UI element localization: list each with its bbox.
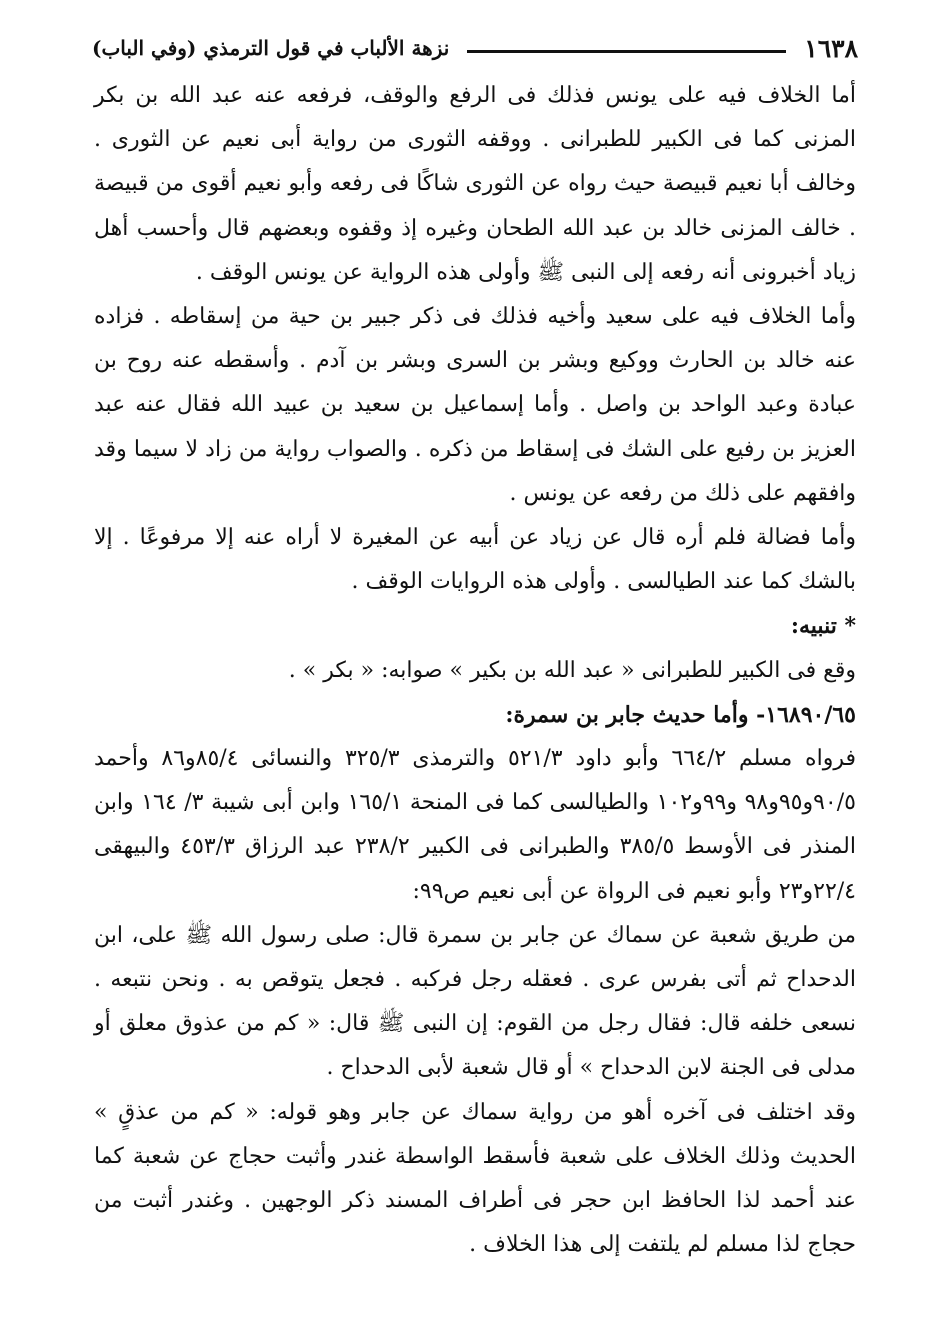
note-text: وقع فى الكبير للطبرانى « عبد الله بن بكير » صوابه: « بكر » . bbox=[288, 657, 856, 683]
page-header bbox=[92, 30, 858, 66]
hadith-heading: ١٦٨٩٠/٦٥- وأما حديث جابر بن سمرة: bbox=[505, 701, 856, 728]
header-rule bbox=[467, 50, 786, 53]
paragraph-sources: فرواه مسلم ٦٦٤/٢ وأبو داود ٥٢١/٣ والترمذى ٣٢٥/٣ والنسائى ٨٥/٤و٨٦ وأحمد ٩٠/٥و٩٥و٩٨ و٩٩و١٠٢ والطيالسى كما فى المنحة ١٦٥/١ وابن أبى شيبة ٣/ ١٦٤ وابن المنذر فى الأوسط ٣٨٥/٥ والطبرانى فى الكبير ٢٣٨/٢ عبد الرزاق ٤٥٣/٣ والبيهقى ٢٢/٤و٢٣ وأبو نعيم فى الرواة عن أبى نعيم ص٩٩: bbox=[94, 746, 856, 904]
note-heading: * تنبيه: bbox=[790, 613, 856, 640]
body-text bbox=[94, 74, 856, 1267]
running-title: نزهة الألباب في قول الترمذي (وفي الباب) bbox=[92, 36, 450, 60]
paragraph-hadith-text: من طريق شعبة عن سماك عن جابر بن سمرة قال: صلى رسول الله ﷺ على، ابن الدحداح ثم أتى بفرس عرى . فعقله رجل فركبه . فجعل يتوقص به . ونحن نتبعه . نسعى خلفه قال: فقال رجل من القوم: إن النبى ﷺ قال: « كم من عذوق معلق أو مدلى فى الجنة لابن الدحداح » أو قال شعبة لأبى الدحداح . bbox=[94, 922, 857, 1081]
paragraph-yunus-dispute: أما الخلاف فيه على يونس فذلك فى الرفع والوقف، فرفعه عنه عبد الله بن بكر المزنى كما فى الكبير للطبرانى . ووقفه الثورى من رواية أبى نعيم عن الثورى . وخالف أبا نعيم قبيصة حيث رواه عن الثورى شاكًا فى رفعه وأبو نعيم أقوى من قبيصة . خالف المزنى خالد بن عبد الله الطحان وغيره إذ وقفوه وبعضهم قال وأحسب أهل زياد أخبرونى أنه رفعه إلى النبى ﷺ وأولى هذه الرواية عن يونس الوقف . bbox=[94, 83, 856, 285]
page-number: ١٦٣٨ bbox=[804, 33, 858, 63]
paragraph-discussion: وقد اختلف فى آخره أهو من رواية سماك عن جابر وهو قوله: « كم من عذقٍ » الحديث وذلك الخلاف على شعبة فأسقط الواسطة غندر وأثبت حجاج عن شعبة كما عند أحمد لذا الحافظ ابن حجر فى أطراف المسند ذكر الوجهين . وغندر أثبت من حجاج لذا مسلم لم يلتفت إلى هذا الخلاف . bbox=[94, 1099, 856, 1258]
paragraph-fadala: وأما فضالة فلم أره قال عن زياد عن أبيه عن المغيرة لا أراه عنه إلا مرفوعًا . إلا بالشك كما عند الطيالسى . وأولى هذه الروايات الوقف . bbox=[94, 525, 856, 595]
paragraph-saeed-dispute: وأما الخلاف فيه على سعيد وأخيه فذلك فى ذكر جبير بن حية من إسقاطه . فزاده عنه خالد بن الحارث ووكيع وبشر بن السرى وبشر بن آدم . وأسقطه عنه روح بن عبادة وعبد الواحد بن واصل . وأما إسماعيل بن سعيد بن عبيد الله فقال عنه عبد العزيز بن رفيع على الشك فى إسقاط من ذكره . والصواب رواية من زاد لا سيما وقد وافقهم على ذلك من رفعه عن يونس . bbox=[94, 304, 856, 506]
